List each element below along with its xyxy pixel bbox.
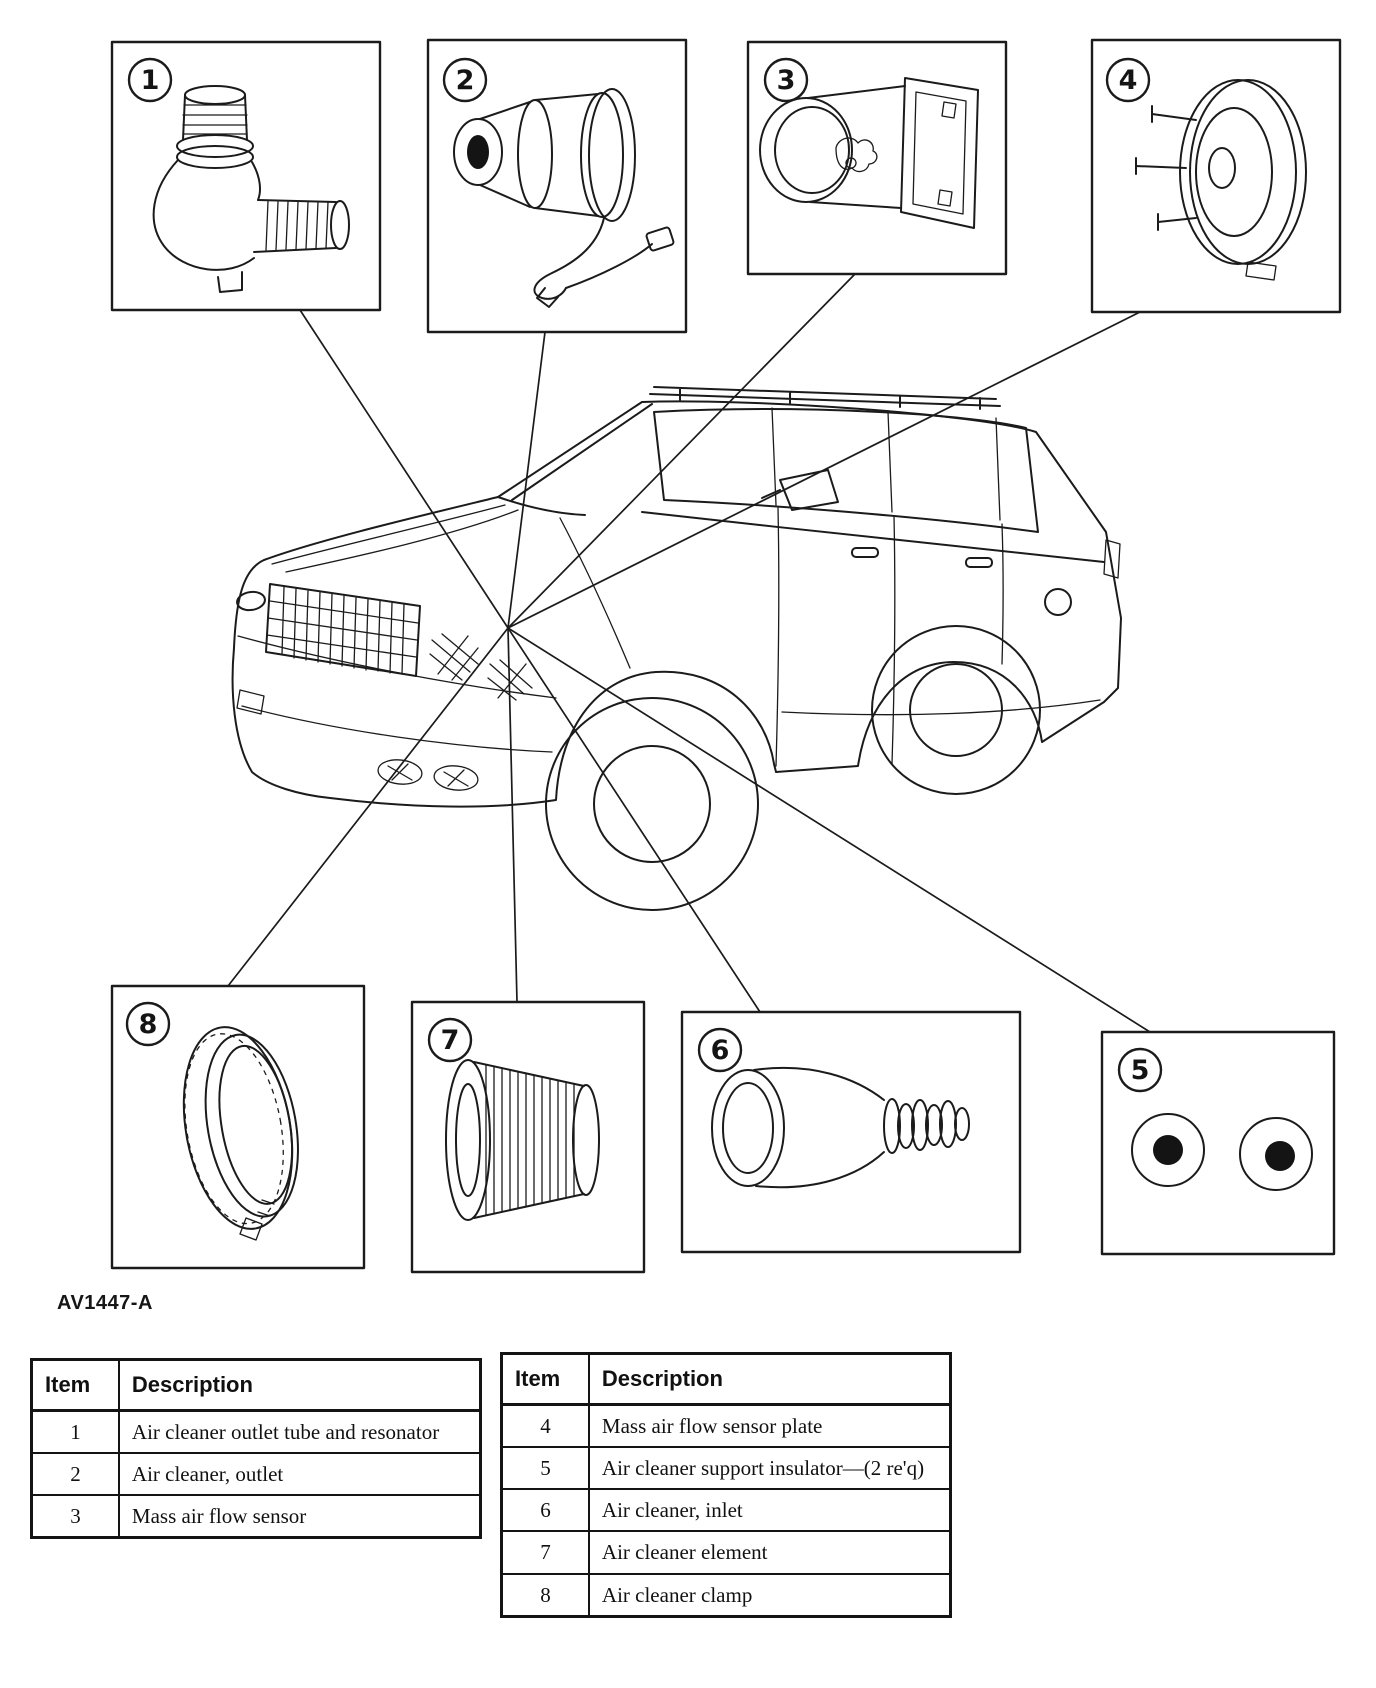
callout-number-4: 4 <box>1118 65 1138 96</box>
parts-table-left <box>30 1358 482 1539</box>
table-row <box>32 1453 481 1495</box>
callout-box-6 <box>682 1012 1020 1252</box>
vehicle-illustration <box>233 387 1121 910</box>
callout-number-3: 3 <box>776 65 796 96</box>
table-header-row <box>502 1354 951 1405</box>
description-cell: Air cleaner element <box>589 1531 951 1573</box>
callout-box-5 <box>1102 1032 1334 1254</box>
air-cleaner-element-icon <box>446 1060 599 1220</box>
item-cell: 6 <box>502 1489 589 1531</box>
fuel-filler <box>1045 589 1071 615</box>
outlet-tube-icon <box>154 86 349 292</box>
item-cell: 8 <box>502 1574 589 1617</box>
description-cell: Mass air flow sensor plate <box>589 1404 951 1447</box>
callout-number-8: 8 <box>138 1009 158 1040</box>
item-cell: 7 <box>502 1531 589 1573</box>
description-cell: Air cleaner, outlet <box>119 1453 481 1495</box>
table-row <box>502 1574 951 1617</box>
callout-box-4 <box>1092 40 1340 312</box>
door-handle <box>966 558 992 567</box>
description-cell: Air cleaner outlet tube and resonator <box>119 1410 481 1453</box>
description-header: Description <box>119 1360 481 1411</box>
table-row <box>32 1410 481 1453</box>
air-cleaner-clamp-icon <box>169 1017 313 1240</box>
description-cell: Air cleaner, inlet <box>589 1489 951 1531</box>
item-cell: 1 <box>32 1410 119 1453</box>
table-row <box>502 1489 951 1531</box>
figure-code: AV1447-A <box>57 1292 153 1314</box>
table-row <box>32 1495 481 1538</box>
front-wheel <box>546 698 758 910</box>
callout-box-8 <box>112 986 364 1268</box>
item-header: Item <box>32 1360 119 1411</box>
table-row <box>502 1447 951 1489</box>
table-row <box>502 1531 951 1573</box>
description-cell: Air cleaner clamp <box>589 1574 951 1617</box>
callout-number-1: 1 <box>140 65 160 96</box>
description-cell: Air cleaner support insulator—(2 re'q) <box>589 1447 951 1489</box>
grille <box>236 584 420 676</box>
item-cell: 4 <box>502 1404 589 1447</box>
callout-box-2 <box>428 40 686 332</box>
callout-number-6: 6 <box>710 1035 730 1066</box>
parts-table-right <box>500 1352 952 1618</box>
table-header-row <box>32 1360 481 1411</box>
callout-box-1 <box>112 42 380 310</box>
leader-line-5 <box>508 628 1150 1032</box>
leader-line-1 <box>300 310 508 628</box>
callout-box-7 <box>412 1002 644 1272</box>
air-cleaner-inlet-icon <box>712 1068 969 1187</box>
support-insulator-icon <box>1132 1114 1312 1190</box>
description-cell: Mass air flow sensor <box>119 1495 481 1538</box>
item-cell: 3 <box>32 1495 119 1538</box>
door-handle <box>852 548 878 557</box>
item-cell: 2 <box>32 1453 119 1495</box>
air-cleaner-outlet-icon <box>454 89 674 307</box>
item-header: Item <box>502 1354 589 1405</box>
maf-sensor-icon <box>760 78 978 228</box>
leader-line-3 <box>508 274 855 628</box>
headlights <box>430 634 532 700</box>
maf-sensor-plate-icon <box>1136 80 1306 280</box>
table-row <box>502 1404 951 1447</box>
callout-number-7: 7 <box>440 1025 460 1056</box>
item-cell: 5 <box>502 1447 589 1489</box>
callout-number-5: 5 <box>1130 1055 1150 1086</box>
callout-box-3 <box>748 42 1006 274</box>
description-header: Description <box>589 1354 951 1405</box>
callout-number-2: 2 <box>455 65 475 96</box>
